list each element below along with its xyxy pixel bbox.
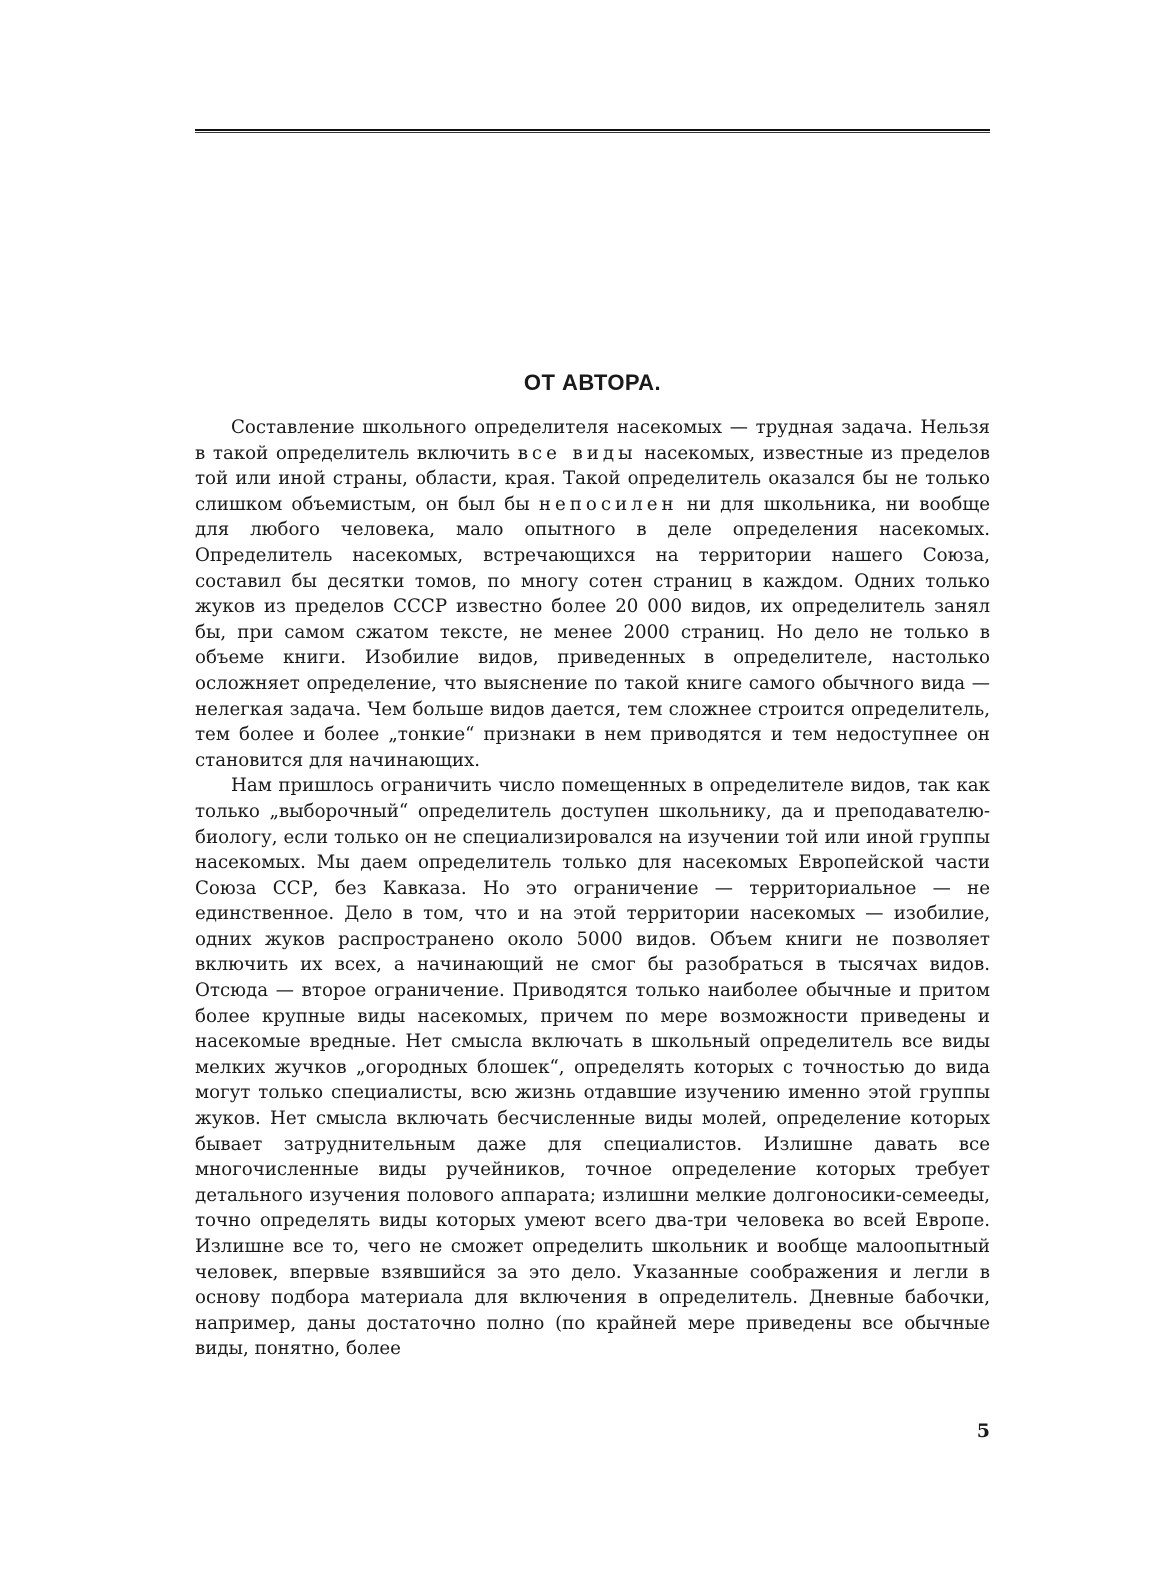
- body-text: [195, 415, 990, 1362]
- paragraph-1-part-a: Составление школьного определителя насекомых — трудная задача. Нельзя в такой определитель включить: [195, 417, 990, 464]
- emphasis-unmanageable: непосилен: [538, 493, 678, 515]
- page-number: 5: [976, 1420, 990, 1442]
- emphasis-all-species: все виды: [517, 442, 637, 464]
- paragraph-1: [195, 415, 990, 773]
- paragraph-2: Нам пришлось ограничить число помещенных в определителе видов, так как только „выборочный“ определитель доступен школьнику, да и преподавателю-биологу, если только он не специализировался на изучении той или иной группы насекомых. Мы даем определитель только для насекомых Европейской части Союза ССР, без Кавказа. Но это ограничение — территориальное — не единственное. Дело в том, что и на этой территории насекомых — изобилие, одних жуков распространено около 5000 видов. Объем книги не позволяет включить их всех, а начинающий не смог бы разобраться в тысячах видов. Отсюда — второе ограничение. Приводятся только наиболее обычные и притом более крупные виды насекомых, причем по мере возможности приведены и насекомые вредные. Нет смысла включать в школьный определитель все виды мелких жучков „огородных блошек“, определять которых с точностью до вида могут только специалисты, всю жизнь отдавшие изучению именно этой группы жуков. Нет смысла включать бесчисленные виды молей, определение которых бывает затруднительным даже для специалистов. Излишне давать все многочисленные виды ручейников, точное определение которых требует детального изучения полового аппарата; излишни мелкие долгоносики-семееды, точно определять виды которых умеют всего два-три человека во всей Европе. Излишне все то, чего не сможет определить школьник и вообще малоопытный человек, впервые взявшийся за это дело. Указанные соображения и легли в основу подбора материала для включения в определитель. Дневные бабочки, например, даны достаточно полно (по крайней мере приведены все обычные виды, понятно, более: [195, 775, 990, 1360]
- paragraph-1-part-c: ни для школьника, ни вообще для любого человека, мало опытного в деле определения насекомых. Определитель насекомых, встречающихся на территории нашего Союза, составил бы десятки томов, по многу сотен страниц в каждом. Одних только жуков из пределов СССР известно более 20 000 видов, их определитель занял бы, при самом сжатом тексте, не менее 2000 страниц. Но дело не только в объеме книги. Изобилие видов, приведенных в определителе, настолько осложняет определение, что выяснение по такой книге самого обычного вида — нелегкая задача. Чем больше видов дается, тем сложнее строится определитель, тем более и более „тонкие“ признаки в нем приводятся и тем недоступнее он становится для начинающих.: [195, 493, 990, 771]
- page-title: ОТ АВТОРА.: [523, 370, 662, 395]
- paragraph-1-part-b: насекомых, известные из пределов той или иной страны, области, края. Такой определитель оказался бы не только слишком объемистым, он был бы: [195, 442, 990, 515]
- header-rule: [195, 129, 990, 133]
